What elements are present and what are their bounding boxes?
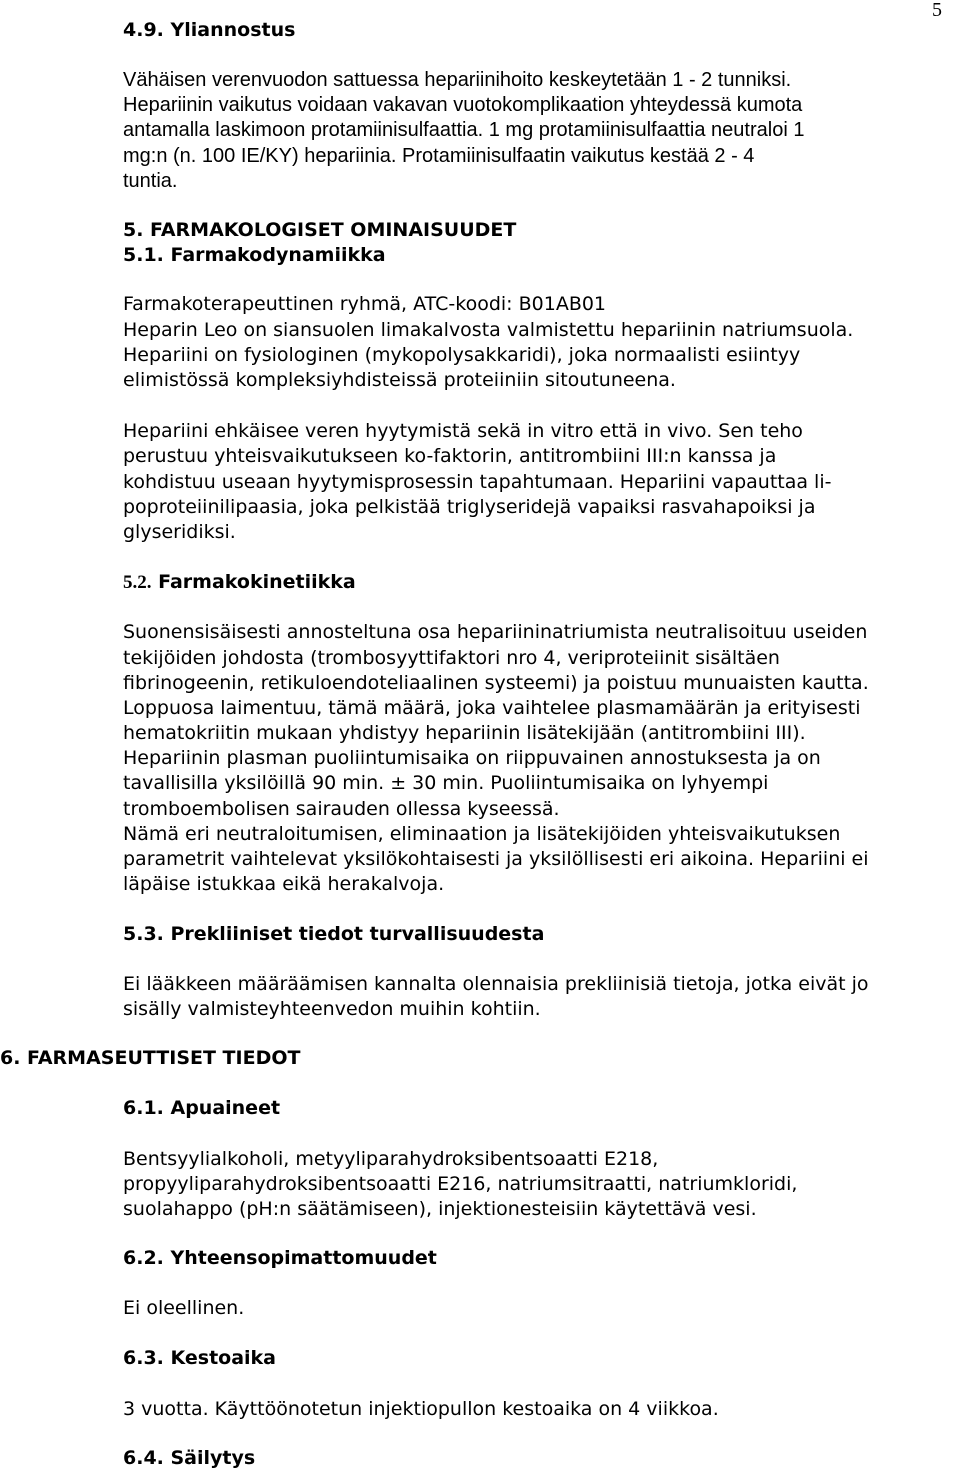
text-line: sisälly valmisteyhteenvedon muihin kohtiin. (123, 998, 541, 1020)
section-5-2-number: 5.2. (123, 572, 152, 593)
text-line: tuntia. (123, 170, 178, 192)
section-5-2-title: Farmakokinetiikka (158, 571, 356, 593)
text-line: läpäise istukkaa eikä herakalvoja. (123, 873, 445, 895)
text-line: glyseridiksi. (123, 521, 236, 543)
text-line: Farmakoterapeuttinen ryhmä, ATC-koodi: B01AB01 (123, 293, 607, 315)
text-line: Loppuosa laimentuu, tämä määrä, joka vaihtelee plasmamäärän ja erityisesti (123, 697, 861, 719)
page-number: 5 (932, 0, 942, 21)
text-line: Ei lääkkeen määräämisen kannalta olennaisia prekliinisiä tietoja, jotka eivät jo (123, 973, 869, 995)
text-line: Suonensisäisesti annosteltuna osa hepariininatriumista neutralisoituu useiden (123, 621, 868, 643)
text-line: kohdistuu useaan hyytymisprosessin tapahtumaan. Hepariini vapauttaa li- (123, 471, 832, 493)
text-line: propyyliparahydroksibentsoaatti E216, natriumsitraatti, natriumkloridi, (123, 1173, 798, 1195)
section-5-heading: 5. FARMAKOLOGISET OMINAISUUDET (123, 219, 517, 241)
text-line: Hepariini ehkäisee veren hyytymistä sekä in vitro että in vivo. Sen teho (123, 420, 803, 442)
text-line: Ei oleellinen. (123, 1297, 245, 1319)
text-line: parametrit vaihtelevat yksilökohtaisesti ja yksilöllisesti eri aikoina. Hepariini ei (123, 848, 869, 870)
section-6-heading: 6. FARMASEUTTISET TIEDOT (0, 1047, 301, 1069)
text-line: Hepariini on fysiologinen (mykopolysakkaridi), joka normaalisti esiintyy (123, 344, 801, 366)
section-5-2-heading (123, 570, 356, 595)
section-6-2-heading: 6.2. Yhteensopimattomuudet (123, 1247, 437, 1269)
text-line: Nämä eri neutraloitumisen, eliminaation ja lisätekijöiden yhteisvaikutuksen (123, 823, 841, 845)
text-line: tromboembolisen sairauden ollessa kyseessä. (123, 798, 560, 820)
text-line: Vähäisen verenvuodon sattuessa hepariinihoito keskeytetään 1 - 2 tunniksi. (123, 69, 792, 91)
section-6-3-heading: 6.3. Kestoaika (123, 1347, 277, 1369)
text-line: perustuu yhteisvaikutukseen ko-faktorin, antitrombiini III:n kanssa ja (123, 445, 777, 467)
text-line: Hepariinin plasman puoliintumisaika on riippuvainen annostuksesta ja on (123, 747, 821, 769)
section-4-9-heading: 4.9. Yliannostus (123, 19, 296, 41)
text-line: hematokriitin mukaan yhdistyy hepariinin lisätekijään (antitrombiini III). (123, 722, 806, 744)
section-6-1-heading: 6.1. Apuaineet (123, 1097, 281, 1119)
section-6-4-heading: 6.4. Säilytys (123, 1447, 256, 1469)
text-line: antamalla laskimoon protamiinisulfaattia. 1 mg protamiinisulfaattia neutraloi 1 (123, 119, 805, 141)
text-line: Heparin Leo on siansuolen limakalvosta valmistettu hepariinin natriumsuola. (123, 319, 854, 341)
section-5-1-heading: 5.1. Farmakodynamiikka (123, 244, 386, 266)
text-line: poproteiinilipaasia, joka pelkistää triglyseridejä vapaiksi rasvahapoiksi ja (123, 496, 816, 518)
text-line: mg:n (n. 100 IE/KY) hepariinia. Protamiinisulfaatin vaikutus kestää 2 - 4 (123, 145, 755, 167)
text-line: 3 vuotta. Käyttöönotetun injektiopullon kestoaika on 4 viikkoa. (123, 1398, 719, 1420)
text-line: tavallisilla yksilöillä 90 min. ± 30 min. Puoliintumisaika on lyhyempi (123, 772, 769, 794)
section-5-3-heading: 5.3. Prekliiniset tiedot turvallisuudesta (123, 923, 545, 945)
text-line: fibrinogeenin, retikuloendoteliaalinen systeemi) ja poistuu munuaisten kautta. (123, 672, 869, 694)
text-line: Hepariinin vaikutus voidaan vakavan vuotokomplikaation yhteydessä kumota (123, 94, 803, 116)
text-line: elimistössä kompleksiyhdisteissä proteiiniin sitoutuneena. (123, 369, 676, 391)
text-line: tekijöiden johdosta (trombosyyttifaktori nro 4, veriproteiinit sisältäen (123, 647, 780, 669)
text-line: Bentsyylialkoholi, metyyliparahydroksibentsoaatti E218, (123, 1148, 659, 1170)
text-line: suolahappo (pH:n säätämiseen), injektionesteisiin käytettävä vesi. (123, 1198, 757, 1220)
